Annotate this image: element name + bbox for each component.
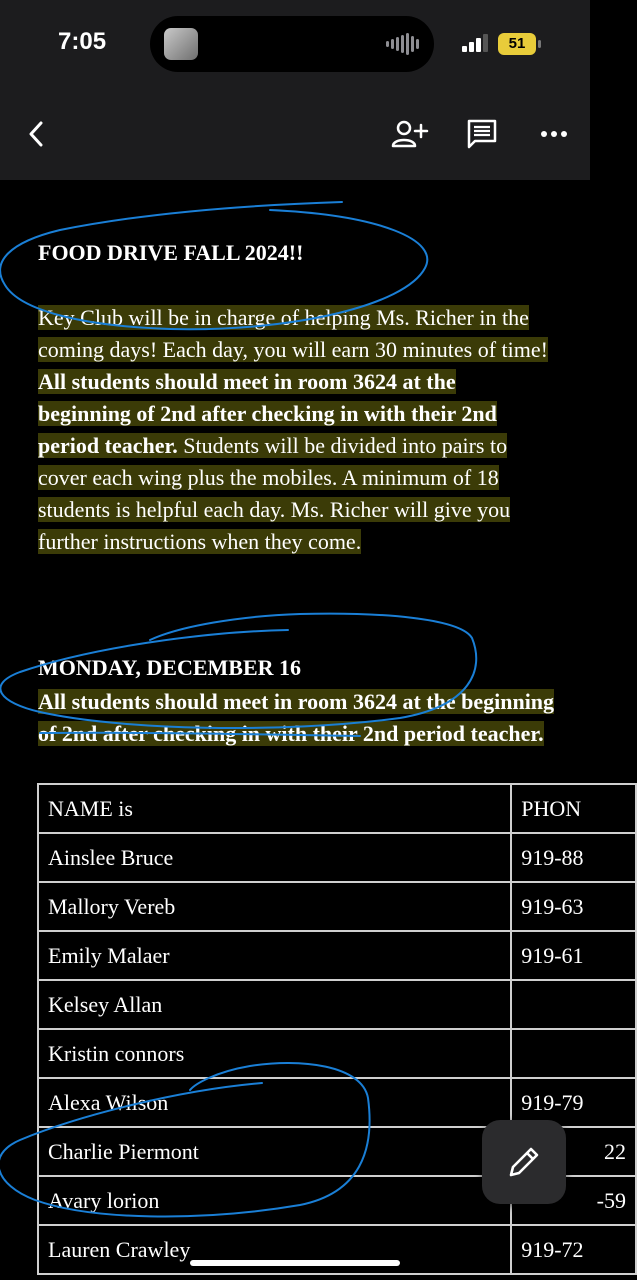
more-icon bbox=[540, 130, 568, 138]
table-cell-phone: 22 bbox=[511, 1127, 636, 1176]
cellular-signal-icon bbox=[462, 34, 490, 52]
table-row bbox=[38, 1029, 636, 1078]
home-indicator[interactable] bbox=[190, 1260, 400, 1266]
table-header-name: NAME is bbox=[38, 784, 511, 833]
table-cell-phone: 919-63 bbox=[511, 882, 636, 931]
table-cell-phone: -59 bbox=[511, 1176, 636, 1225]
intro-paragraph bbox=[38, 302, 553, 558]
table-row bbox=[38, 833, 636, 882]
dynamic-island[interactable] bbox=[150, 16, 434, 72]
table-cell-name: Alexa Wilson bbox=[38, 1078, 511, 1127]
battery-nub bbox=[538, 40, 541, 48]
more-options-button[interactable] bbox=[532, 112, 576, 156]
intro-text-bold: All students should meet in room 3624 at the beginning of 2nd after checking in with their 2nd period teacher. bbox=[38, 369, 497, 458]
table-cell-phone bbox=[511, 1029, 636, 1078]
status-bar bbox=[0, 0, 590, 88]
day-heading: MONDAY, DECEMBER 16 bbox=[38, 655, 302, 680]
table-cell-name: Lauren Crawley bbox=[38, 1225, 511, 1274]
table-cell-phone bbox=[511, 980, 636, 1029]
table-cell-name: Charlie Piermont bbox=[38, 1127, 511, 1176]
table-row bbox=[38, 980, 636, 1029]
table-cell-name: Emily Malaer bbox=[38, 931, 511, 980]
day-note bbox=[38, 686, 558, 750]
table-row bbox=[38, 1225, 636, 1274]
day-note-text: All students should meet in room 3624 at the beginning of 2nd after checking in with their 2nd period teacher. bbox=[38, 689, 555, 746]
table-cell-name: Avary lorion bbox=[38, 1176, 511, 1225]
document-toolbar bbox=[0, 88, 590, 180]
add-person-icon bbox=[390, 119, 428, 149]
now-playing-thumbnail bbox=[164, 28, 198, 60]
audio-wave-icon bbox=[386, 32, 420, 56]
table-cell-phone: 919-79 bbox=[511, 1078, 636, 1127]
table-header-phone: PHON bbox=[511, 784, 636, 833]
comments-button[interactable] bbox=[460, 112, 504, 156]
battery-indicator: 51 bbox=[498, 33, 536, 55]
status-time: 7:05 bbox=[58, 28, 107, 55]
intro-text-a: Key Club will be in charge of helping Ms. Richer in the coming days! Each day, you will earn 30 minutes of time! bbox=[38, 305, 548, 362]
share-add-person-button[interactable] bbox=[387, 112, 431, 156]
table-cell-name: Kelsey Allan bbox=[38, 980, 511, 1029]
back-button[interactable] bbox=[14, 112, 58, 156]
table-header-row bbox=[38, 784, 636, 833]
intro-text-b: Students will be divided into pairs to cover each wing plus the mobiles. A minimum of 18 students is helpful each day. Ms. Richer will give you further instructions when they come. bbox=[38, 433, 511, 554]
edit-pencil-icon bbox=[505, 1143, 543, 1181]
table-cell-name: Kristin connors bbox=[38, 1029, 511, 1078]
edit-button[interactable] bbox=[482, 1120, 566, 1204]
table-cell-phone: 919-72 bbox=[511, 1225, 636, 1274]
table-cell-phone: 919-61 bbox=[511, 931, 636, 980]
table-cell-name: Ainslee Bruce bbox=[38, 833, 511, 882]
table-row bbox=[38, 882, 636, 931]
table-cell-phone: 919-88 bbox=[511, 833, 636, 882]
document-title: FOOD DRIVE FALL 2024!! bbox=[38, 240, 304, 265]
table-cell-name: Mallory Vereb bbox=[38, 882, 511, 931]
back-chevron-icon bbox=[26, 120, 46, 148]
comment-icon bbox=[466, 118, 498, 150]
document-body[interactable] bbox=[0, 180, 626, 1280]
table-row bbox=[38, 931, 636, 980]
